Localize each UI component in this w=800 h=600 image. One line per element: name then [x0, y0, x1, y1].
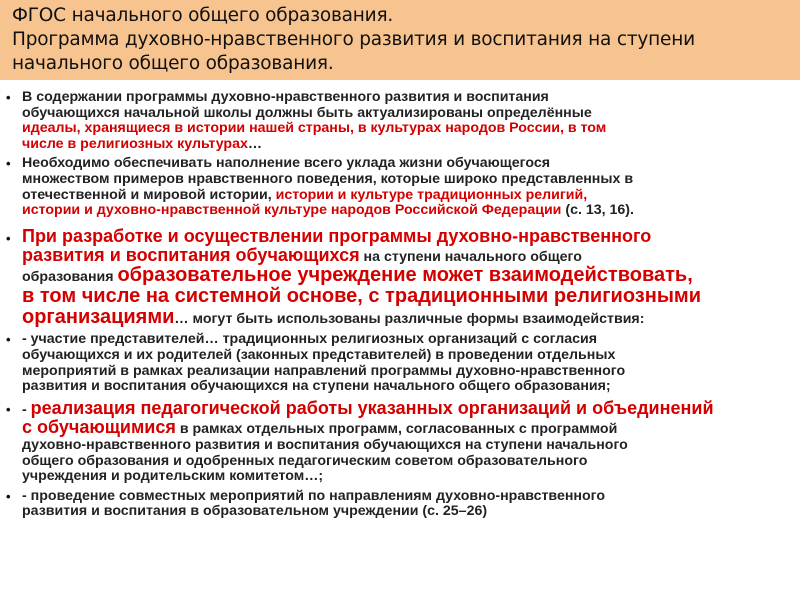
bullet-icon: •	[6, 401, 11, 417]
text-line: - проведение совместных мероприятий по направлениям духовно-нравственного	[22, 487, 606, 504]
text-line: множеством примеров нравственного поведения, которые широко представленных в	[22, 170, 634, 187]
text-line: развития и воспитания в образовательном учреждении (с. 25–26)	[22, 503, 488, 520]
bullet-item-joint-events	[0, 489, 800, 520]
highlight-text: истории и духовно-нравственной культуре народов Российской Федерации	[22, 202, 562, 219]
text-line: В содержании программы духовно-нравственного развития и воспитания	[22, 89, 549, 105]
text-fragment: на ступени начального общего	[359, 248, 582, 265]
text-fragment: -	[22, 401, 31, 418]
highlight-text: организациями	[22, 306, 175, 329]
text-line: обучающихся начальной школы должны быть актуализированы определённые	[22, 104, 592, 121]
text-fragment: (с. 13, 16).	[561, 202, 634, 219]
highlight-text: с обучающимися	[22, 417, 176, 438]
highlight-text: числе в религиозных культурах	[22, 135, 248, 152]
text-line: общего образования и одобренных педагогическим советом образовательного	[22, 452, 588, 469]
highlight-text: образовательное учреждение может взаимодействовать,	[117, 264, 693, 287]
text-line: - участие представителей… традиционных религиозных организаций с согласия	[22, 331, 598, 348]
text-fragment: в рамках отдельных программ, согласованных с программой	[175, 421, 618, 438]
text-line: обучающихся и их родителей (законных представителей) в проведении отдельных	[22, 346, 616, 363]
title-line-3: начального общего образования.	[12, 53, 334, 74]
text-line: мероприятий в рамках реализации направлений программы духовно-нравственного	[22, 362, 626, 379]
bullet-icon: •	[6, 156, 11, 172]
title-line-1: ФГОС начального общего образования.	[12, 5, 394, 26]
highlight-text: истории и культуре традиционных религий,	[275, 186, 588, 203]
text-fragment: образования	[22, 269, 118, 286]
text-fragment: … могут быть использованы различные формы взаимодействия:	[174, 311, 645, 328]
slide-title	[0, 0, 800, 80]
bullet-icon: •	[6, 488, 11, 504]
highlight-text: идеалы, хранящиеся в истории нашей страны, в культурах народов России, в том	[22, 120, 607, 137]
bullet-item-participation	[0, 332, 800, 394]
text-line: учреждения и родительским комитетом…;	[22, 468, 324, 485]
bullet-item-pedagogical-work	[0, 399, 800, 485]
bullet-item-interaction	[0, 227, 800, 329]
text-fragment: …	[247, 135, 263, 152]
highlight-text: При разработке и осуществлении программы духовно-нравственного	[22, 225, 652, 246]
highlight-text: в том числе на системной основе, с традиционными религиозными	[22, 285, 701, 308]
text-line: духовно-нравственного развития и воспитания обучающихся на ступени начального	[22, 436, 628, 453]
bullet-item-examples	[0, 156, 800, 218]
slide-content	[0, 90, 800, 520]
text-fragment: отечественной и мировой истории,	[22, 186, 276, 203]
text-line: Необходимо обеспечивать наполнение всего уклада жизни обучающегося	[22, 155, 550, 172]
text-line: развития и воспитания обучающихся на ступени начального общего образования;	[22, 378, 611, 395]
bullet-icon: •	[6, 230, 11, 246]
bullet-icon: •	[6, 90, 11, 105]
highlight-text: развития и воспитания обучающихся	[22, 244, 360, 265]
title-line-2: Программа духовно-нравственного развития и воспитания на ступени	[12, 29, 695, 50]
bullet-item-ideals	[0, 90, 800, 152]
bullet-icon: •	[6, 332, 11, 348]
highlight-text: реализация педагогической работы указанных организаций и объединений	[30, 397, 714, 418]
